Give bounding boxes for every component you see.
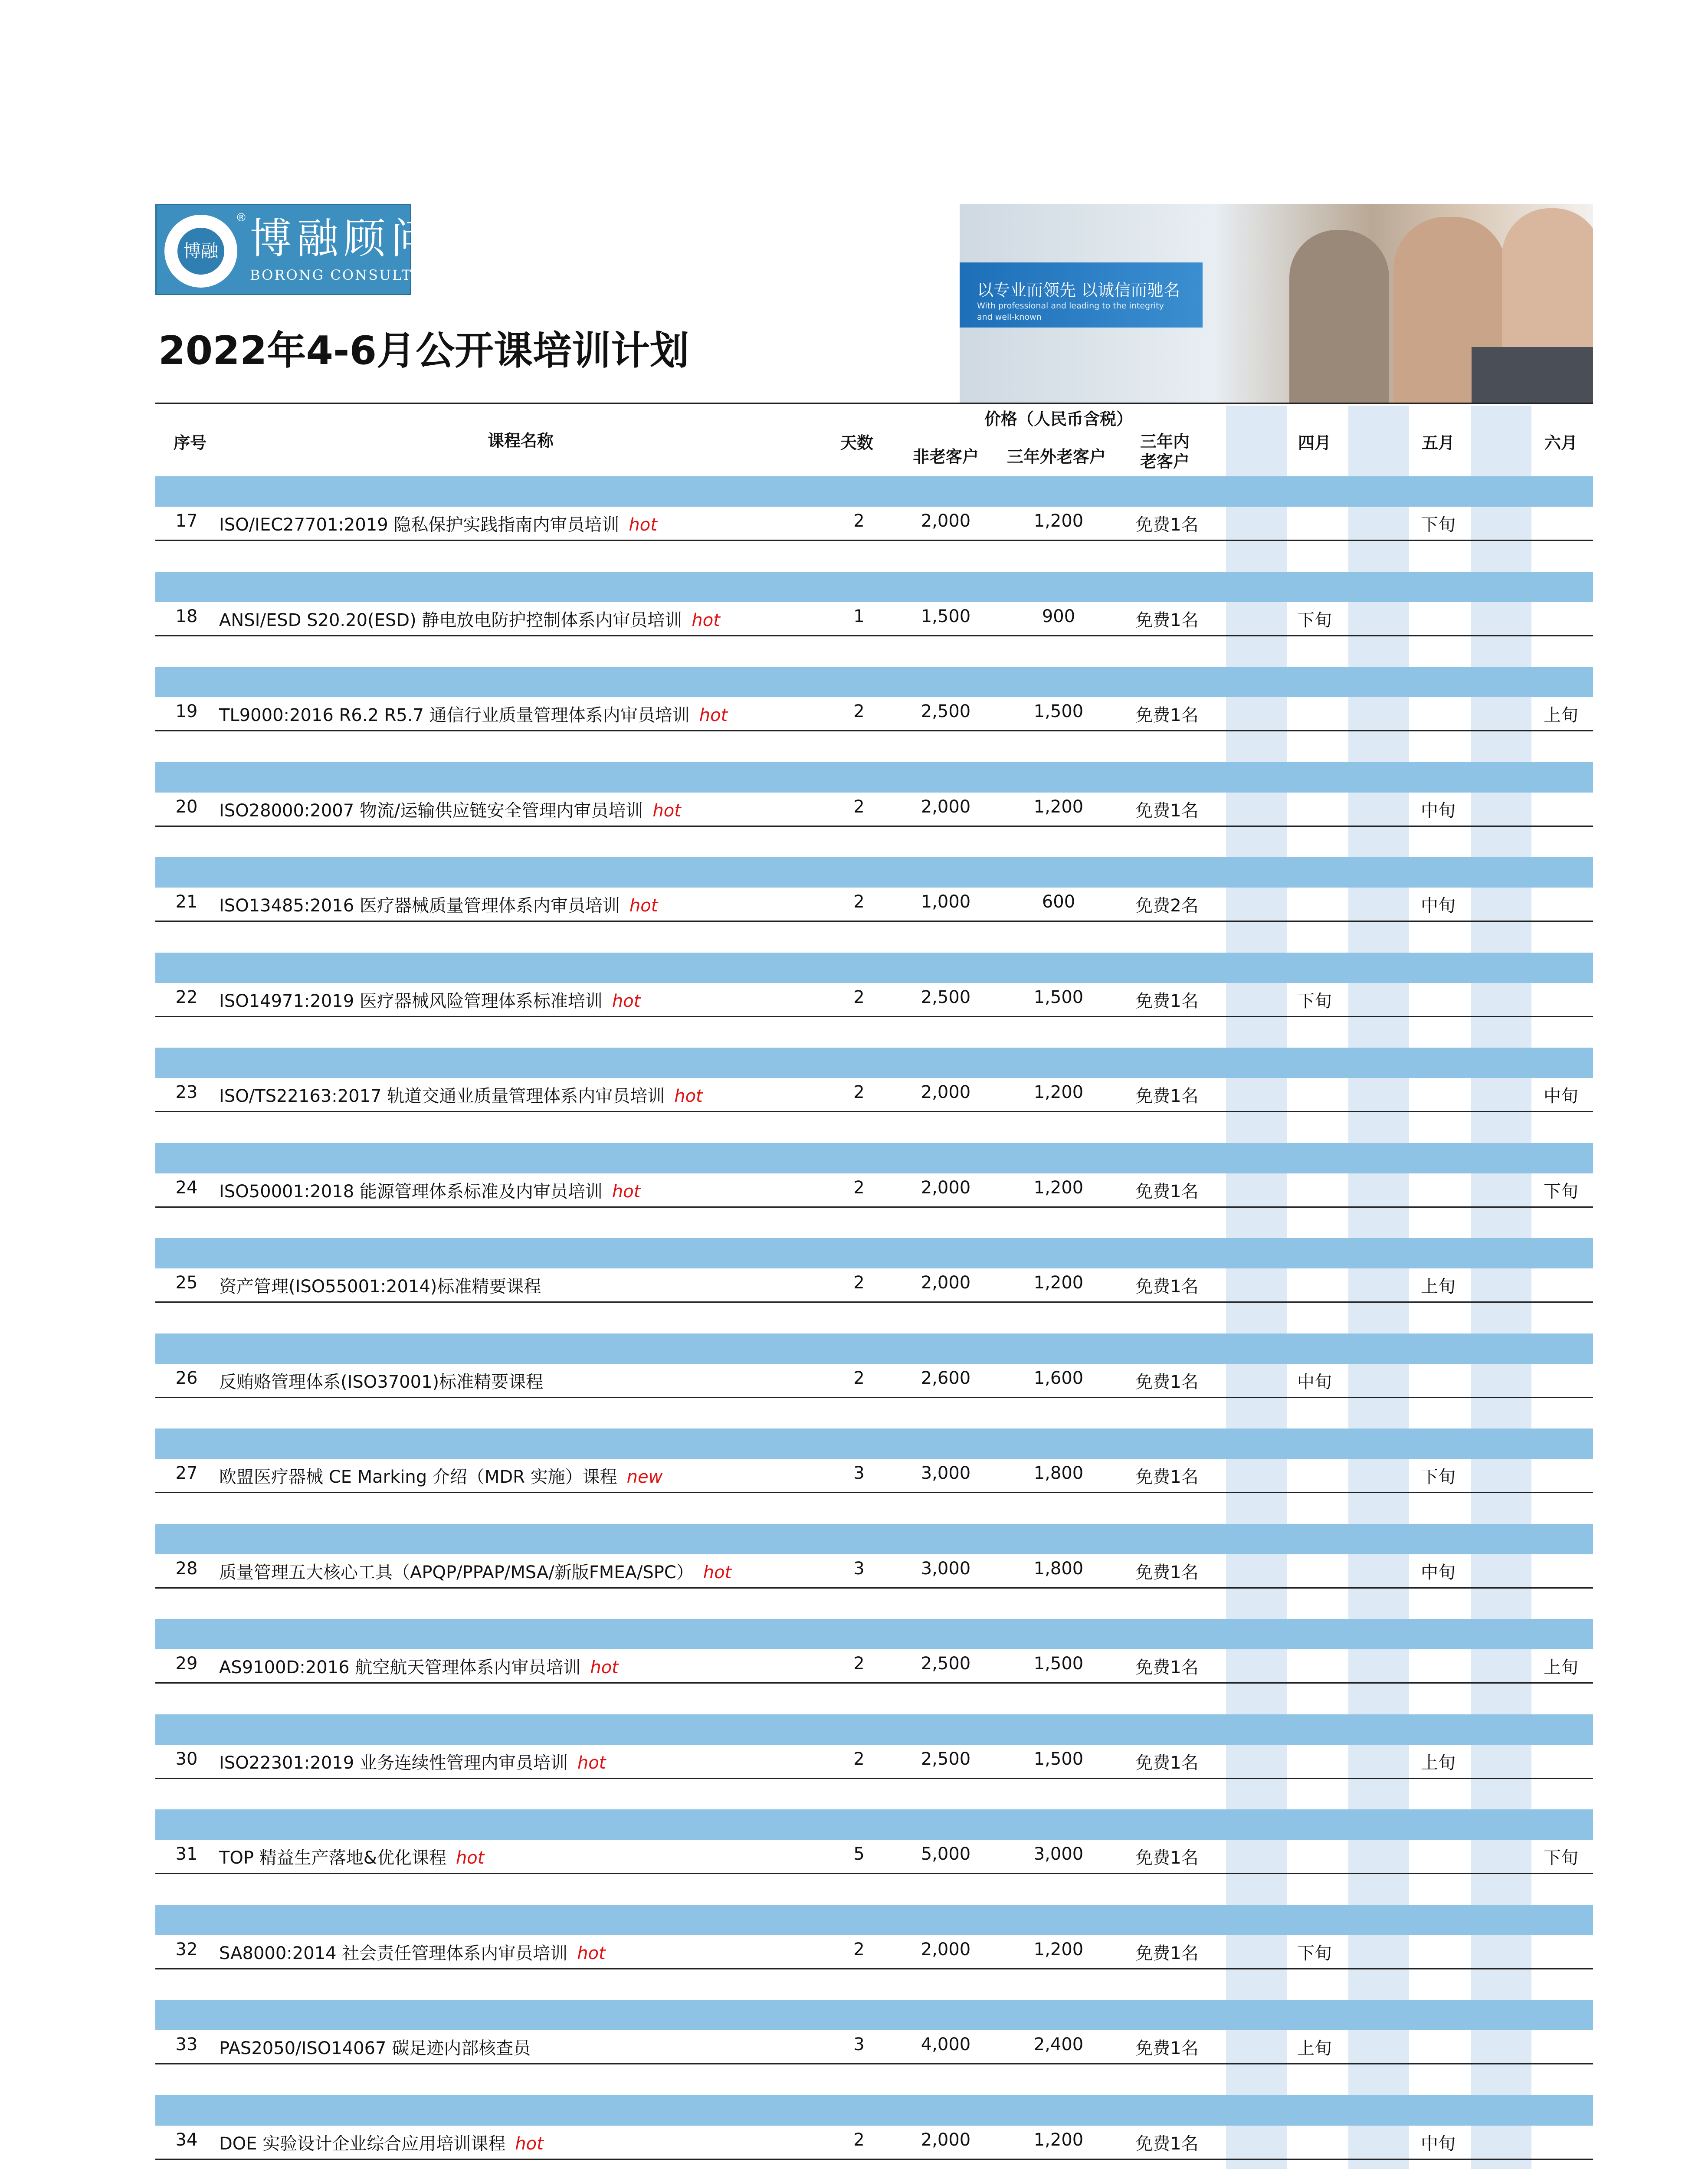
row-bottom-border	[155, 1587, 1593, 1589]
month-column-shade	[1471, 1649, 1531, 1714]
row-number: 22	[175, 987, 198, 1007]
row-separator-band	[155, 1619, 1593, 1649]
table-top-border	[155, 403, 1593, 404]
course-name-text: 欧盟医疗器械 CE Marking 介绍（MDR 实施）课程	[219, 1467, 617, 1487]
row-bottom-border	[155, 1968, 1593, 1969]
month-column-shade	[1226, 2030, 1287, 2095]
banner-slogan: 以专业而领先 以诚信而驰名	[977, 281, 1180, 300]
price-old-client: 1,200	[1033, 511, 1084, 531]
course-days: 2	[853, 1940, 865, 1959]
row-number: 34	[175, 2130, 198, 2150]
course-name-text: TL9000:2016 R6.2 R5.7 通信行业质量管理体系内审员培训	[219, 705, 690, 725]
row-separator-band	[155, 1809, 1593, 1840]
month-column-shade	[1226, 507, 1287, 572]
course-name-text: TOP 精益生产落地&优化课程	[219, 1848, 446, 1868]
month-column-shade	[1226, 1459, 1287, 1524]
header-june: 六月	[1544, 433, 1577, 452]
row-bottom-border	[155, 1206, 1593, 1208]
course-tag: hot	[577, 1753, 606, 1773]
month-column-shade	[1348, 2126, 1409, 2169]
course-days: 1	[853, 606, 865, 626]
price-new-client: 1,000	[921, 892, 971, 912]
row-bottom-border	[155, 1111, 1593, 1112]
course-name-text: ISO/IEC27701:2019 隐私保护实践指南内审员培训	[219, 515, 620, 535]
registered-mark: ®	[236, 211, 247, 224]
april-schedule: 下旬	[1297, 991, 1332, 1011]
row-bottom-border	[155, 1016, 1593, 1017]
course-name-text: ISO/TS22163:2017 轨道交通业质量管理体系内审员培训	[219, 1086, 665, 1106]
row-number: 31	[175, 1844, 198, 1864]
within-3-years-offer: 免费1名	[1135, 801, 1199, 821]
price-old-client: 1,500	[1033, 701, 1084, 721]
row-separator-band	[155, 2000, 1593, 2030]
row-bottom-border	[155, 730, 1593, 731]
price-old-client: 1,200	[1033, 797, 1084, 817]
row-number: 26	[175, 1368, 198, 1388]
row-number: 17	[175, 511, 198, 531]
price-old-client: 1,600	[1033, 1368, 1084, 1388]
row-separator-band	[155, 476, 1593, 507]
price-new-client: 2,000	[921, 2130, 971, 2150]
course-days: 3	[853, 1463, 865, 1483]
row-separator-band	[155, 1905, 1593, 1935]
within-3-years-offer: 免费1名	[1135, 1943, 1199, 1963]
within-3-years-offer: 免费1名	[1135, 1372, 1199, 1392]
row-bottom-border	[155, 2159, 1593, 2160]
course-tag: hot	[699, 705, 728, 725]
month-column-shade	[1348, 2030, 1409, 2095]
within-3-years-offer: 免费1名	[1135, 515, 1199, 535]
month-column-shade	[1348, 983, 1409, 1048]
header-no: 序号	[173, 433, 207, 452]
page-title: 2022年4-6月公开课培训计划	[158, 328, 689, 374]
month-column-shade	[1226, 1268, 1287, 1334]
price-old-client: 1,800	[1033, 1559, 1084, 1579]
course-days: 2	[853, 1082, 865, 1102]
month-column-shade	[1348, 507, 1409, 572]
row-separator-band	[155, 1524, 1593, 1554]
price-new-client: 4,000	[921, 2035, 971, 2054]
row-separator-band	[155, 857, 1593, 888]
month-column-shade	[1348, 1649, 1409, 1714]
month-column-shade	[1348, 1364, 1409, 1429]
month-column-shade	[1226, 1840, 1287, 1905]
course-days: 3	[853, 2035, 865, 2054]
row-number: 24	[175, 1178, 198, 1198]
price-new-client: 3,000	[921, 1559, 971, 1579]
month-column-shade	[1226, 1935, 1287, 2000]
month-column-shade	[1471, 1459, 1531, 1524]
month-column-shade	[1471, 1268, 1531, 1334]
course-tag: hot	[456, 1848, 485, 1868]
month-column-shade	[1471, 406, 1531, 476]
within-3-years-offer: 免费1名	[1135, 2038, 1199, 2058]
course-name	[219, 2035, 826, 2059]
price-old-client: 1,500	[1033, 1654, 1084, 1674]
row-number: 23	[175, 1082, 198, 1102]
course-days: 2	[853, 701, 865, 721]
row-number: 21	[175, 892, 198, 912]
row-bottom-border	[155, 1778, 1593, 1779]
course-name	[219, 1178, 826, 1202]
within-3-years-offer: 免费1名	[1135, 1753, 1199, 1773]
course-tag: hot	[590, 1658, 619, 1678]
month-column-shade	[1226, 983, 1287, 1048]
month-column-shade	[1348, 1935, 1409, 2000]
header-course-name: 课程名称	[487, 431, 554, 450]
course-days: 2	[853, 1654, 865, 1674]
month-column-shade	[1348, 1745, 1409, 1810]
course-name	[219, 1654, 826, 1678]
price-new-client: 2,500	[921, 701, 971, 721]
may-schedule: 中旬	[1421, 801, 1456, 821]
row-separator-band	[155, 2095, 1593, 2126]
month-column-shade	[1471, 1554, 1531, 1619]
month-column-shade	[1348, 602, 1409, 667]
price-old-client: 1,200	[1033, 1940, 1084, 1959]
header-price-new-client: 非老客户	[912, 447, 979, 466]
row-bottom-border	[155, 635, 1593, 636]
month-column-shade	[1348, 888, 1409, 953]
course-tag: hot	[515, 2134, 544, 2154]
course-name	[219, 1844, 826, 1869]
june-schedule: 上旬	[1544, 1658, 1578, 1678]
course-name-text: PAS2050/ISO14067 碳足迹内部核查员	[219, 2038, 531, 2058]
row-bottom-border	[155, 1492, 1593, 1493]
month-column-shade	[1226, 1745, 1287, 1810]
course-name	[219, 1749, 826, 1774]
row-separator-band	[155, 1429, 1593, 1459]
month-column-shade	[1471, 602, 1531, 667]
april-schedule: 中旬	[1297, 1372, 1332, 1392]
course-name-text: 资产管理(ISO55001:2014)标准精要课程	[219, 1277, 541, 1297]
course-tag: hot	[612, 1182, 641, 1202]
price-old-client: 1,500	[1033, 987, 1084, 1007]
row-number: 27	[175, 1463, 198, 1483]
course-name-text: 反贿赂管理体系(ISO37001)标准精要课程	[219, 1372, 544, 1392]
row-bottom-border	[155, 1301, 1593, 1303]
course-name-text: SA8000:2014 社会责任管理体系内审员培训	[219, 1943, 568, 1963]
month-column-shade	[1471, 1935, 1531, 2000]
within-3-years-offer: 免费1名	[1135, 1848, 1199, 1868]
course-name	[219, 2130, 826, 2155]
price-new-client: 2,000	[921, 511, 971, 531]
june-schedule: 上旬	[1544, 705, 1578, 725]
row-number: 30	[175, 1749, 198, 1769]
month-column-shade	[1348, 1554, 1409, 1619]
course-name	[219, 797, 826, 822]
header-days: 天数	[840, 433, 873, 452]
month-column-shade	[1471, 888, 1531, 953]
month-column-shade	[1348, 406, 1409, 476]
within-3-years-offer: 免费1名	[1135, 1277, 1199, 1297]
course-name	[219, 511, 826, 536]
course-name-text: ISO50001:2018 能源管理体系标准及内审员培训	[219, 1182, 603, 1202]
course-days: 2	[853, 1178, 865, 1198]
within-3-years-offer: 免费1名	[1135, 705, 1199, 725]
month-column-shade	[1471, 983, 1531, 1048]
price-old-client: 1,500	[1033, 1749, 1084, 1769]
month-column-shade	[1226, 1364, 1287, 1429]
course-tag: hot	[703, 1563, 732, 1583]
april-schedule: 上旬	[1297, 2038, 1332, 2058]
row-number: 32	[175, 1940, 198, 1959]
course-name	[219, 1463, 826, 1488]
row-separator-band	[155, 1143, 1593, 1173]
may-schedule: 下旬	[1421, 515, 1456, 535]
course-tag: new	[626, 1467, 663, 1487]
row-bottom-border	[155, 1397, 1593, 1398]
month-column-shade	[1471, 1078, 1531, 1143]
price-new-client: 2,000	[921, 1273, 971, 1293]
price-new-client: 2,600	[921, 1368, 971, 1388]
month-column-shade	[1471, 697, 1531, 762]
price-old-client: 600	[1042, 892, 1075, 912]
logo-seal	[164, 215, 237, 288]
course-name-text: DOE 实验设计企业综合应用培训课程	[219, 2134, 506, 2154]
row-bottom-border	[155, 540, 1593, 541]
price-new-client: 2,500	[921, 1749, 971, 1769]
course-name-text: ISO28000:2007 物流/运输供应链安全管理内审员培训	[219, 801, 643, 821]
logo-english-name: BORONG CONSULTING	[250, 267, 445, 283]
course-tag: hot	[674, 1086, 703, 1106]
month-column-shade	[1471, 2126, 1531, 2169]
month-column-shade	[1226, 888, 1287, 953]
course-name-text: ISO13485:2016 医疗器械质量管理体系内审员培训	[219, 896, 620, 916]
may-schedule: 中旬	[1421, 1563, 1456, 1583]
row-number: 28	[175, 1559, 198, 1579]
price-old-client: 1,200	[1033, 1082, 1084, 1102]
course-days: 3	[853, 1559, 865, 1579]
month-column-shade	[1348, 793, 1409, 858]
month-column-shade	[1471, 1364, 1531, 1429]
within-3-years-offer: 免费1名	[1135, 2134, 1199, 2154]
course-name	[219, 892, 826, 917]
june-schedule: 下旬	[1544, 1182, 1578, 1202]
price-old-client: 1,200	[1033, 1273, 1084, 1293]
course-days: 2	[853, 1368, 865, 1388]
course-tag: hot	[692, 610, 720, 630]
month-column-shade	[1226, 1649, 1287, 1714]
within-3-years-offer: 免费1名	[1135, 610, 1199, 630]
course-name-text: ANSI/ESD S20.20(ESD) 静电放电防护控制体系内审员培训	[219, 610, 682, 630]
june-schedule: 中旬	[1544, 1086, 1578, 1106]
company-logo	[155, 204, 445, 295]
row-separator-band	[155, 572, 1593, 602]
month-column-shade	[1471, 507, 1531, 572]
row-separator-band	[155, 953, 1593, 983]
may-schedule: 上旬	[1421, 1753, 1456, 1773]
price-new-client: 2,000	[921, 797, 971, 817]
row-bottom-border	[155, 2063, 1593, 2064]
month-column-shade	[1348, 1459, 1409, 1524]
header-april: 四月	[1298, 433, 1331, 452]
price-new-client: 2,000	[921, 1940, 971, 1959]
within-3-years-offer: 免费2名	[1135, 896, 1199, 916]
price-new-client: 2,000	[921, 1082, 971, 1102]
course-days: 2	[853, 797, 865, 817]
price-old-client: 3,000	[1033, 1844, 1084, 1864]
course-name-text: ISO22301:2019 业务连续性管理内审员培训	[219, 1753, 568, 1773]
row-number: 18	[175, 606, 198, 626]
course-name	[219, 1559, 826, 1583]
within-3-years-offer: 免费1名	[1135, 1086, 1199, 1106]
course-name-text: 质量管理五大核心工具（APQP/PPAP/MSA/新版FMEA/SPC）	[219, 1563, 694, 1583]
month-column-shade	[1471, 1745, 1531, 1810]
course-name	[219, 701, 826, 726]
row-number: 29	[175, 1654, 198, 1674]
course-tag: hot	[652, 801, 681, 821]
row-separator-band	[155, 1238, 1593, 1268]
course-days: 2	[853, 1273, 865, 1293]
within-3-years-offer: 免费1名	[1135, 1563, 1199, 1583]
month-column-shade	[1471, 793, 1531, 858]
course-name-text: ISO14971:2019 医疗器械风险管理体系标准培训	[219, 991, 603, 1011]
month-column-shade	[1226, 406, 1287, 476]
course-tag: hot	[629, 515, 657, 535]
month-column-shade	[1226, 1173, 1287, 1238]
course-name	[219, 1368, 826, 1393]
month-column-shade	[1348, 1078, 1409, 1143]
course-name	[219, 1940, 826, 1964]
banner-person	[1289, 230, 1389, 403]
course-days: 5	[853, 1844, 865, 1864]
month-column-shade	[1226, 1554, 1287, 1619]
month-column-shade	[1226, 602, 1287, 667]
course-name	[219, 606, 826, 631]
month-column-shade	[1348, 1268, 1409, 1334]
month-column-shade	[1471, 1840, 1531, 1905]
course-days: 2	[853, 1749, 865, 1769]
header-may: 五月	[1421, 433, 1455, 452]
course-tag: hot	[629, 896, 658, 916]
month-column-shade	[1226, 2126, 1287, 2169]
april-schedule: 下旬	[1297, 1943, 1332, 1963]
logo-chinese-name: 博融顾问	[250, 214, 437, 263]
course-name	[219, 987, 826, 1012]
within-3-years-offer: 免费1名	[1135, 991, 1199, 1011]
price-old-client: 2,400	[1033, 2035, 1084, 2054]
row-bottom-border	[155, 826, 1593, 827]
month-column-shade	[1348, 1840, 1409, 1905]
price-old-client: 1,200	[1033, 2130, 1084, 2150]
price-new-client: 2,000	[921, 1178, 971, 1198]
may-schedule: 上旬	[1421, 1277, 1456, 1297]
price-old-client: 900	[1042, 606, 1075, 626]
header-price-group: 价格（人民币含税）	[984, 410, 1133, 429]
row-bottom-border	[155, 1682, 1593, 1684]
month-column-shade	[1226, 1078, 1287, 1143]
price-new-client: 1,500	[921, 606, 971, 626]
course-name	[219, 1082, 826, 1107]
header-price-old-client: 三年外老客户	[1006, 447, 1106, 466]
course-days: 2	[853, 987, 865, 1007]
row-separator-band	[155, 1048, 1593, 1078]
row-separator-band	[155, 667, 1593, 697]
course-days: 2	[853, 511, 865, 531]
price-old-client: 1,200	[1033, 1178, 1084, 1198]
price-old-client: 1,800	[1033, 1463, 1084, 1483]
price-new-client: 2,500	[921, 1654, 971, 1674]
course-name-text: AS9100D:2016 航空航天管理体系内审员培训	[219, 1658, 581, 1678]
may-schedule: 下旬	[1421, 1467, 1456, 1487]
row-number: 33	[175, 2035, 198, 2054]
month-column-shade	[1471, 1173, 1531, 1238]
logo-seal-text: 博融	[177, 228, 224, 275]
header-within-3-years: 三年内 老客户	[1140, 432, 1190, 471]
june-schedule: 下旬	[1544, 1848, 1578, 1868]
banner-slogan-english: With professional and leading to the integrity and well-known	[977, 301, 1164, 322]
row-separator-band	[155, 762, 1593, 793]
banner-image	[960, 204, 1593, 403]
may-schedule: 中旬	[1421, 2134, 1456, 2154]
course-tag: hot	[577, 1943, 606, 1963]
within-3-years-offer: 免费1名	[1135, 1467, 1199, 1487]
month-column-shade	[1226, 793, 1287, 858]
row-number: 20	[175, 797, 198, 817]
row-bottom-border	[155, 921, 1593, 922]
month-column-shade	[1471, 2030, 1531, 2095]
row-number: 25	[175, 1273, 198, 1293]
month-column-shade	[1226, 697, 1287, 762]
course-name	[219, 1273, 826, 1297]
row-bottom-border	[155, 1873, 1593, 1874]
banner-suit	[1472, 347, 1593, 403]
within-3-years-offer: 免费1名	[1135, 1182, 1199, 1202]
may-schedule: 中旬	[1421, 896, 1456, 916]
price-new-client: 2,500	[921, 987, 971, 1007]
row-separator-band	[155, 1714, 1593, 1745]
course-days: 2	[853, 892, 865, 912]
price-new-client: 3,000	[921, 1463, 971, 1483]
month-column-shade	[1348, 697, 1409, 762]
month-column-shade	[1348, 1173, 1409, 1238]
course-tag: hot	[612, 991, 641, 1011]
row-separator-band	[155, 1334, 1593, 1364]
course-days: 2	[853, 2130, 865, 2150]
row-number: 19	[175, 701, 198, 721]
within-3-years-offer: 免费1名	[1135, 1658, 1199, 1678]
price-new-client: 5,000	[921, 1844, 971, 1864]
april-schedule: 下旬	[1297, 610, 1332, 630]
